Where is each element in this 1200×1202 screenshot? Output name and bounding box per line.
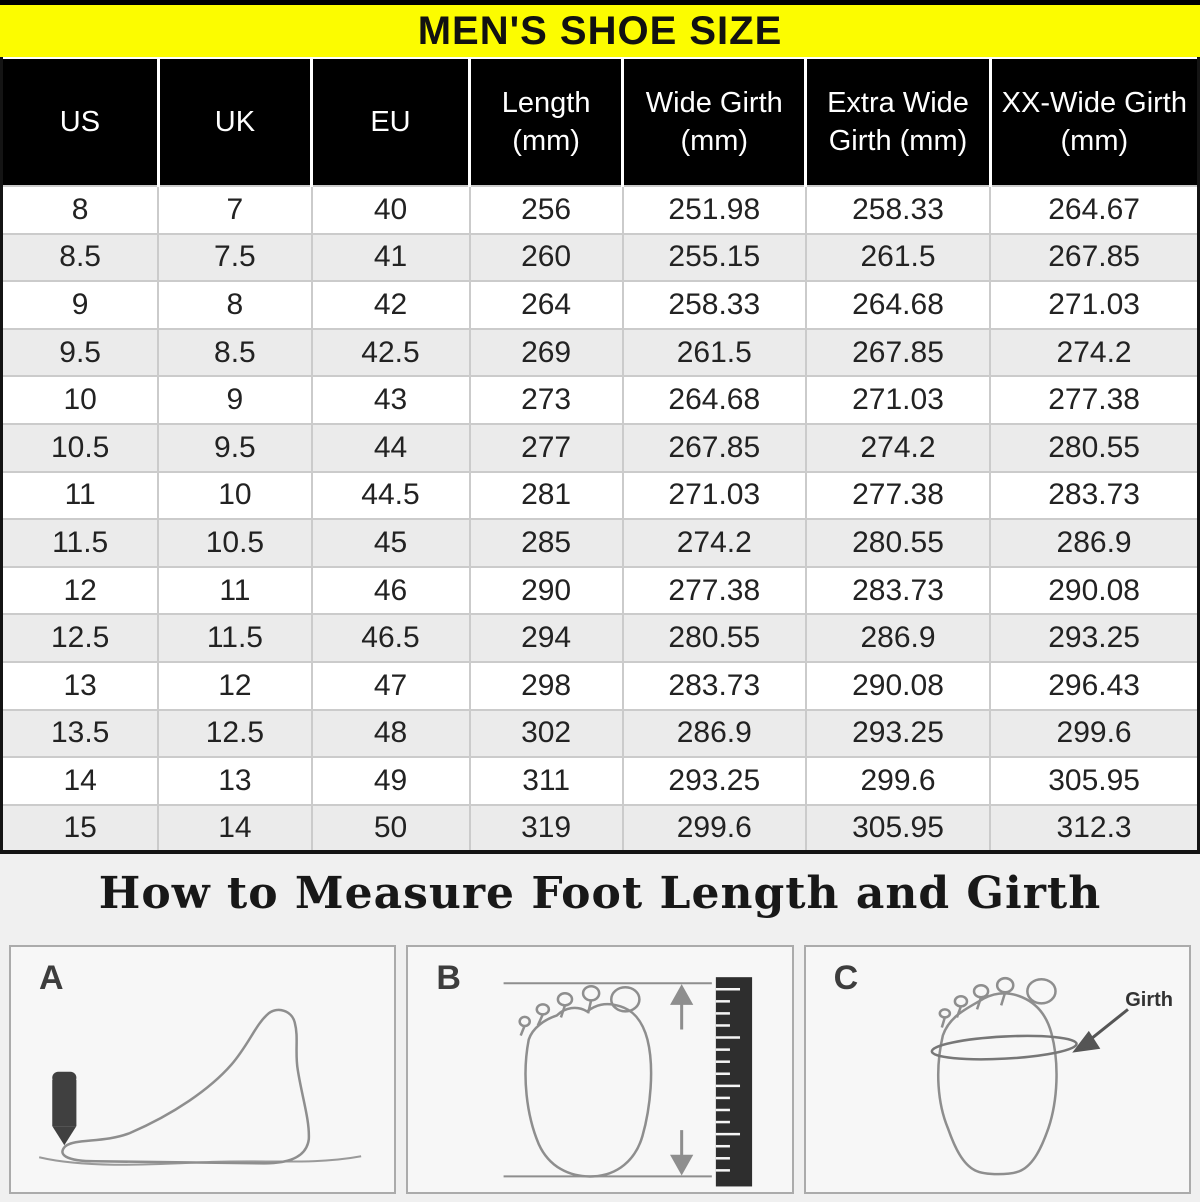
cell-extra-wide-girth-mm: 258.33 <box>806 186 990 234</box>
cell-length-mm: 256 <box>470 186 623 234</box>
cell-xx-wide-girth-mm: 264.67 <box>990 186 1198 234</box>
cell-us: 11.5 <box>2 519 159 567</box>
cell-extra-wide-girth-mm: 267.85 <box>806 329 990 377</box>
cell-eu: 44 <box>312 424 470 472</box>
page-title: MEN'S SHOE SIZE <box>417 8 783 53</box>
cell-us: 8 <box>2 186 159 234</box>
cell-extra-wide-girth-mm: 299.6 <box>806 757 990 805</box>
cell-wide-girth-mm: 280.55 <box>623 614 806 662</box>
cell-us: 11 <box>2 472 159 520</box>
cell-eu: 47 <box>312 662 470 710</box>
cell-xx-wide-girth-mm: 305.95 <box>990 757 1198 805</box>
cell-xx-wide-girth-mm: 267.85 <box>990 234 1198 282</box>
section-heading: How to Measure Foot Length and Girth <box>98 868 1102 920</box>
cell-eu: 46 <box>312 567 470 615</box>
ruler-icon <box>716 977 752 1186</box>
table-row <box>2 805 1199 853</box>
cell-xx-wide-girth-mm: 286.9 <box>990 519 1198 567</box>
cell-us: 10.5 <box>2 424 159 472</box>
cell-us: 15 <box>2 805 159 853</box>
pencil-icon <box>52 1072 76 1145</box>
cell-uk: 11 <box>158 567 311 615</box>
panel-b-label: B <box>436 959 461 998</box>
cell-wide-girth-mm: 267.85 <box>623 424 806 472</box>
cell-eu: 44.5 <box>312 472 470 520</box>
cell-length-mm: 294 <box>470 614 623 662</box>
cell-length-mm: 302 <box>470 710 623 758</box>
cell-extra-wide-girth-mm: 280.55 <box>806 519 990 567</box>
cell-extra-wide-girth-mm: 274.2 <box>806 424 990 472</box>
cell-xx-wide-girth-mm: 290.08 <box>990 567 1198 615</box>
table-row <box>2 519 1199 567</box>
cell-uk: 9 <box>158 376 311 424</box>
table-row <box>2 662 1199 710</box>
cell-uk: 8.5 <box>158 329 311 377</box>
column-header-wide-girth: Wide Girth (mm) <box>623 58 806 186</box>
cell-wide-girth-mm: 255.15 <box>623 234 806 282</box>
cell-extra-wide-girth-mm: 264.68 <box>806 281 990 329</box>
cell-xx-wide-girth-mm: 299.6 <box>990 710 1198 758</box>
cell-uk: 9.5 <box>158 424 311 472</box>
title-banner <box>0 0 1200 57</box>
cell-us: 9 <box>2 281 159 329</box>
cell-xx-wide-girth-mm: 271.03 <box>990 281 1198 329</box>
cell-length-mm: 273 <box>470 376 623 424</box>
panel-b-measure-length <box>406 945 793 1193</box>
cell-uk: 7 <box>158 186 311 234</box>
cell-uk: 14 <box>158 805 311 853</box>
cell-eu: 49 <box>312 757 470 805</box>
table-row <box>2 376 1199 424</box>
table-row <box>2 757 1199 805</box>
table-row <box>2 710 1199 758</box>
cell-extra-wide-girth-mm: 305.95 <box>806 805 990 853</box>
cell-length-mm: 269 <box>470 329 623 377</box>
table-row <box>2 234 1199 282</box>
instruction-panels <box>0 919 1200 1201</box>
cell-extra-wide-girth-mm: 261.5 <box>806 234 990 282</box>
cell-uk: 10.5 <box>158 519 311 567</box>
table-row <box>2 329 1199 377</box>
table-row <box>2 614 1199 662</box>
panel-a-trace-foot <box>9 945 396 1193</box>
cell-eu: 40 <box>312 186 470 234</box>
cell-us: 13 <box>2 662 159 710</box>
foot-side-outline <box>62 1010 308 1163</box>
column-header-extra-wide-girth: Extra Wide Girth (mm) <box>806 58 990 186</box>
foot-girth-measure-illustration <box>806 947 1189 1191</box>
cell-us: 12 <box>2 567 159 615</box>
cell-length-mm: 290 <box>470 567 623 615</box>
cell-xx-wide-girth-mm: 277.38 <box>990 376 1198 424</box>
cell-eu: 43 <box>312 376 470 424</box>
cell-us: 9.5 <box>2 329 159 377</box>
cell-wide-girth-mm: 283.73 <box>623 662 806 710</box>
cell-wide-girth-mm: 299.6 <box>623 805 806 853</box>
cell-wide-girth-mm: 286.9 <box>623 710 806 758</box>
girth-annotation: Girth <box>1125 989 1173 1012</box>
panel-c-measure-girth <box>804 945 1191 1193</box>
cell-wide-girth-mm: 261.5 <box>623 329 806 377</box>
cell-extra-wide-girth-mm: 277.38 <box>806 472 990 520</box>
column-header-xx-wide-girth: XX-Wide Girth (mm) <box>990 58 1198 186</box>
cell-eu: 48 <box>312 710 470 758</box>
toes <box>520 987 640 1036</box>
column-header-uk: UK <box>158 58 311 186</box>
cell-eu: 42.5 <box>312 329 470 377</box>
toes <box>939 979 1055 1028</box>
table-row <box>2 472 1199 520</box>
cell-wide-girth-mm: 277.38 <box>623 567 806 615</box>
cell-us: 13.5 <box>2 710 159 758</box>
cell-uk: 7.5 <box>158 234 311 282</box>
cell-xx-wide-girth-mm: 296.43 <box>990 662 1198 710</box>
cell-eu: 41 <box>312 234 470 282</box>
cell-xx-wide-girth-mm: 293.25 <box>990 614 1198 662</box>
table-row <box>2 281 1199 329</box>
cell-us: 8.5 <box>2 234 159 282</box>
header-row <box>2 58 1199 186</box>
cell-wide-girth-mm: 293.25 <box>623 757 806 805</box>
cell-length-mm: 277 <box>470 424 623 472</box>
cell-uk: 12 <box>158 662 311 710</box>
size-table-header <box>2 58 1199 186</box>
panel-c-label: C <box>833 959 859 998</box>
cell-eu: 45 <box>312 519 470 567</box>
cell-eu: 42 <box>312 281 470 329</box>
cell-xx-wide-girth-mm: 283.73 <box>990 472 1198 520</box>
cell-length-mm: 281 <box>470 472 623 520</box>
cell-uk: 12.5 <box>158 710 311 758</box>
size-table-body <box>2 186 1199 852</box>
foot-length-measure-illustration <box>408 947 791 1191</box>
foot-sole-outline <box>938 994 1056 1175</box>
cell-length-mm: 311 <box>470 757 623 805</box>
cell-extra-wide-girth-mm: 283.73 <box>806 567 990 615</box>
cell-us: 14 <box>2 757 159 805</box>
foot-sole-outline <box>526 1004 652 1176</box>
size-table <box>0 57 1200 854</box>
cell-uk: 11.5 <box>158 614 311 662</box>
cell-uk: 10 <box>158 472 311 520</box>
cell-wide-girth-mm: 264.68 <box>623 376 806 424</box>
cell-wide-girth-mm: 251.98 <box>623 186 806 234</box>
column-header-eu: EU <box>312 58 470 186</box>
table-row <box>2 567 1199 615</box>
cell-extra-wide-girth-mm: 286.9 <box>806 614 990 662</box>
cell-extra-wide-girth-mm: 290.08 <box>806 662 990 710</box>
column-header-length: Length (mm) <box>470 58 623 186</box>
cell-uk: 8 <box>158 281 311 329</box>
cell-us: 12.5 <box>2 614 159 662</box>
cell-extra-wide-girth-mm: 271.03 <box>806 376 990 424</box>
measure-section <box>0 854 1200 1201</box>
cell-length-mm: 260 <box>470 234 623 282</box>
table-row <box>2 424 1199 472</box>
cell-length-mm: 298 <box>470 662 623 710</box>
cell-extra-wide-girth-mm: 293.25 <box>806 710 990 758</box>
panel-a-label: A <box>39 959 64 998</box>
cell-eu: 46.5 <box>312 614 470 662</box>
cell-xx-wide-girth-mm: 280.55 <box>990 424 1198 472</box>
cell-xx-wide-girth-mm: 312.3 <box>990 805 1198 853</box>
girth-arrow <box>1075 1010 1127 1051</box>
column-header-us: US <box>2 58 159 186</box>
cell-uk: 13 <box>158 757 311 805</box>
cell-length-mm: 264 <box>470 281 623 329</box>
foot-side-trace-illustration <box>11 947 394 1191</box>
cell-xx-wide-girth-mm: 274.2 <box>990 329 1198 377</box>
cell-us: 10 <box>2 376 159 424</box>
cell-wide-girth-mm: 258.33 <box>623 281 806 329</box>
cell-wide-girth-mm: 271.03 <box>623 472 806 520</box>
cell-eu: 50 <box>312 805 470 853</box>
cell-wide-girth-mm: 274.2 <box>623 519 806 567</box>
cell-length-mm: 319 <box>470 805 623 853</box>
length-arrows <box>673 988 691 1173</box>
cell-length-mm: 285 <box>470 519 623 567</box>
table-row <box>2 186 1199 234</box>
